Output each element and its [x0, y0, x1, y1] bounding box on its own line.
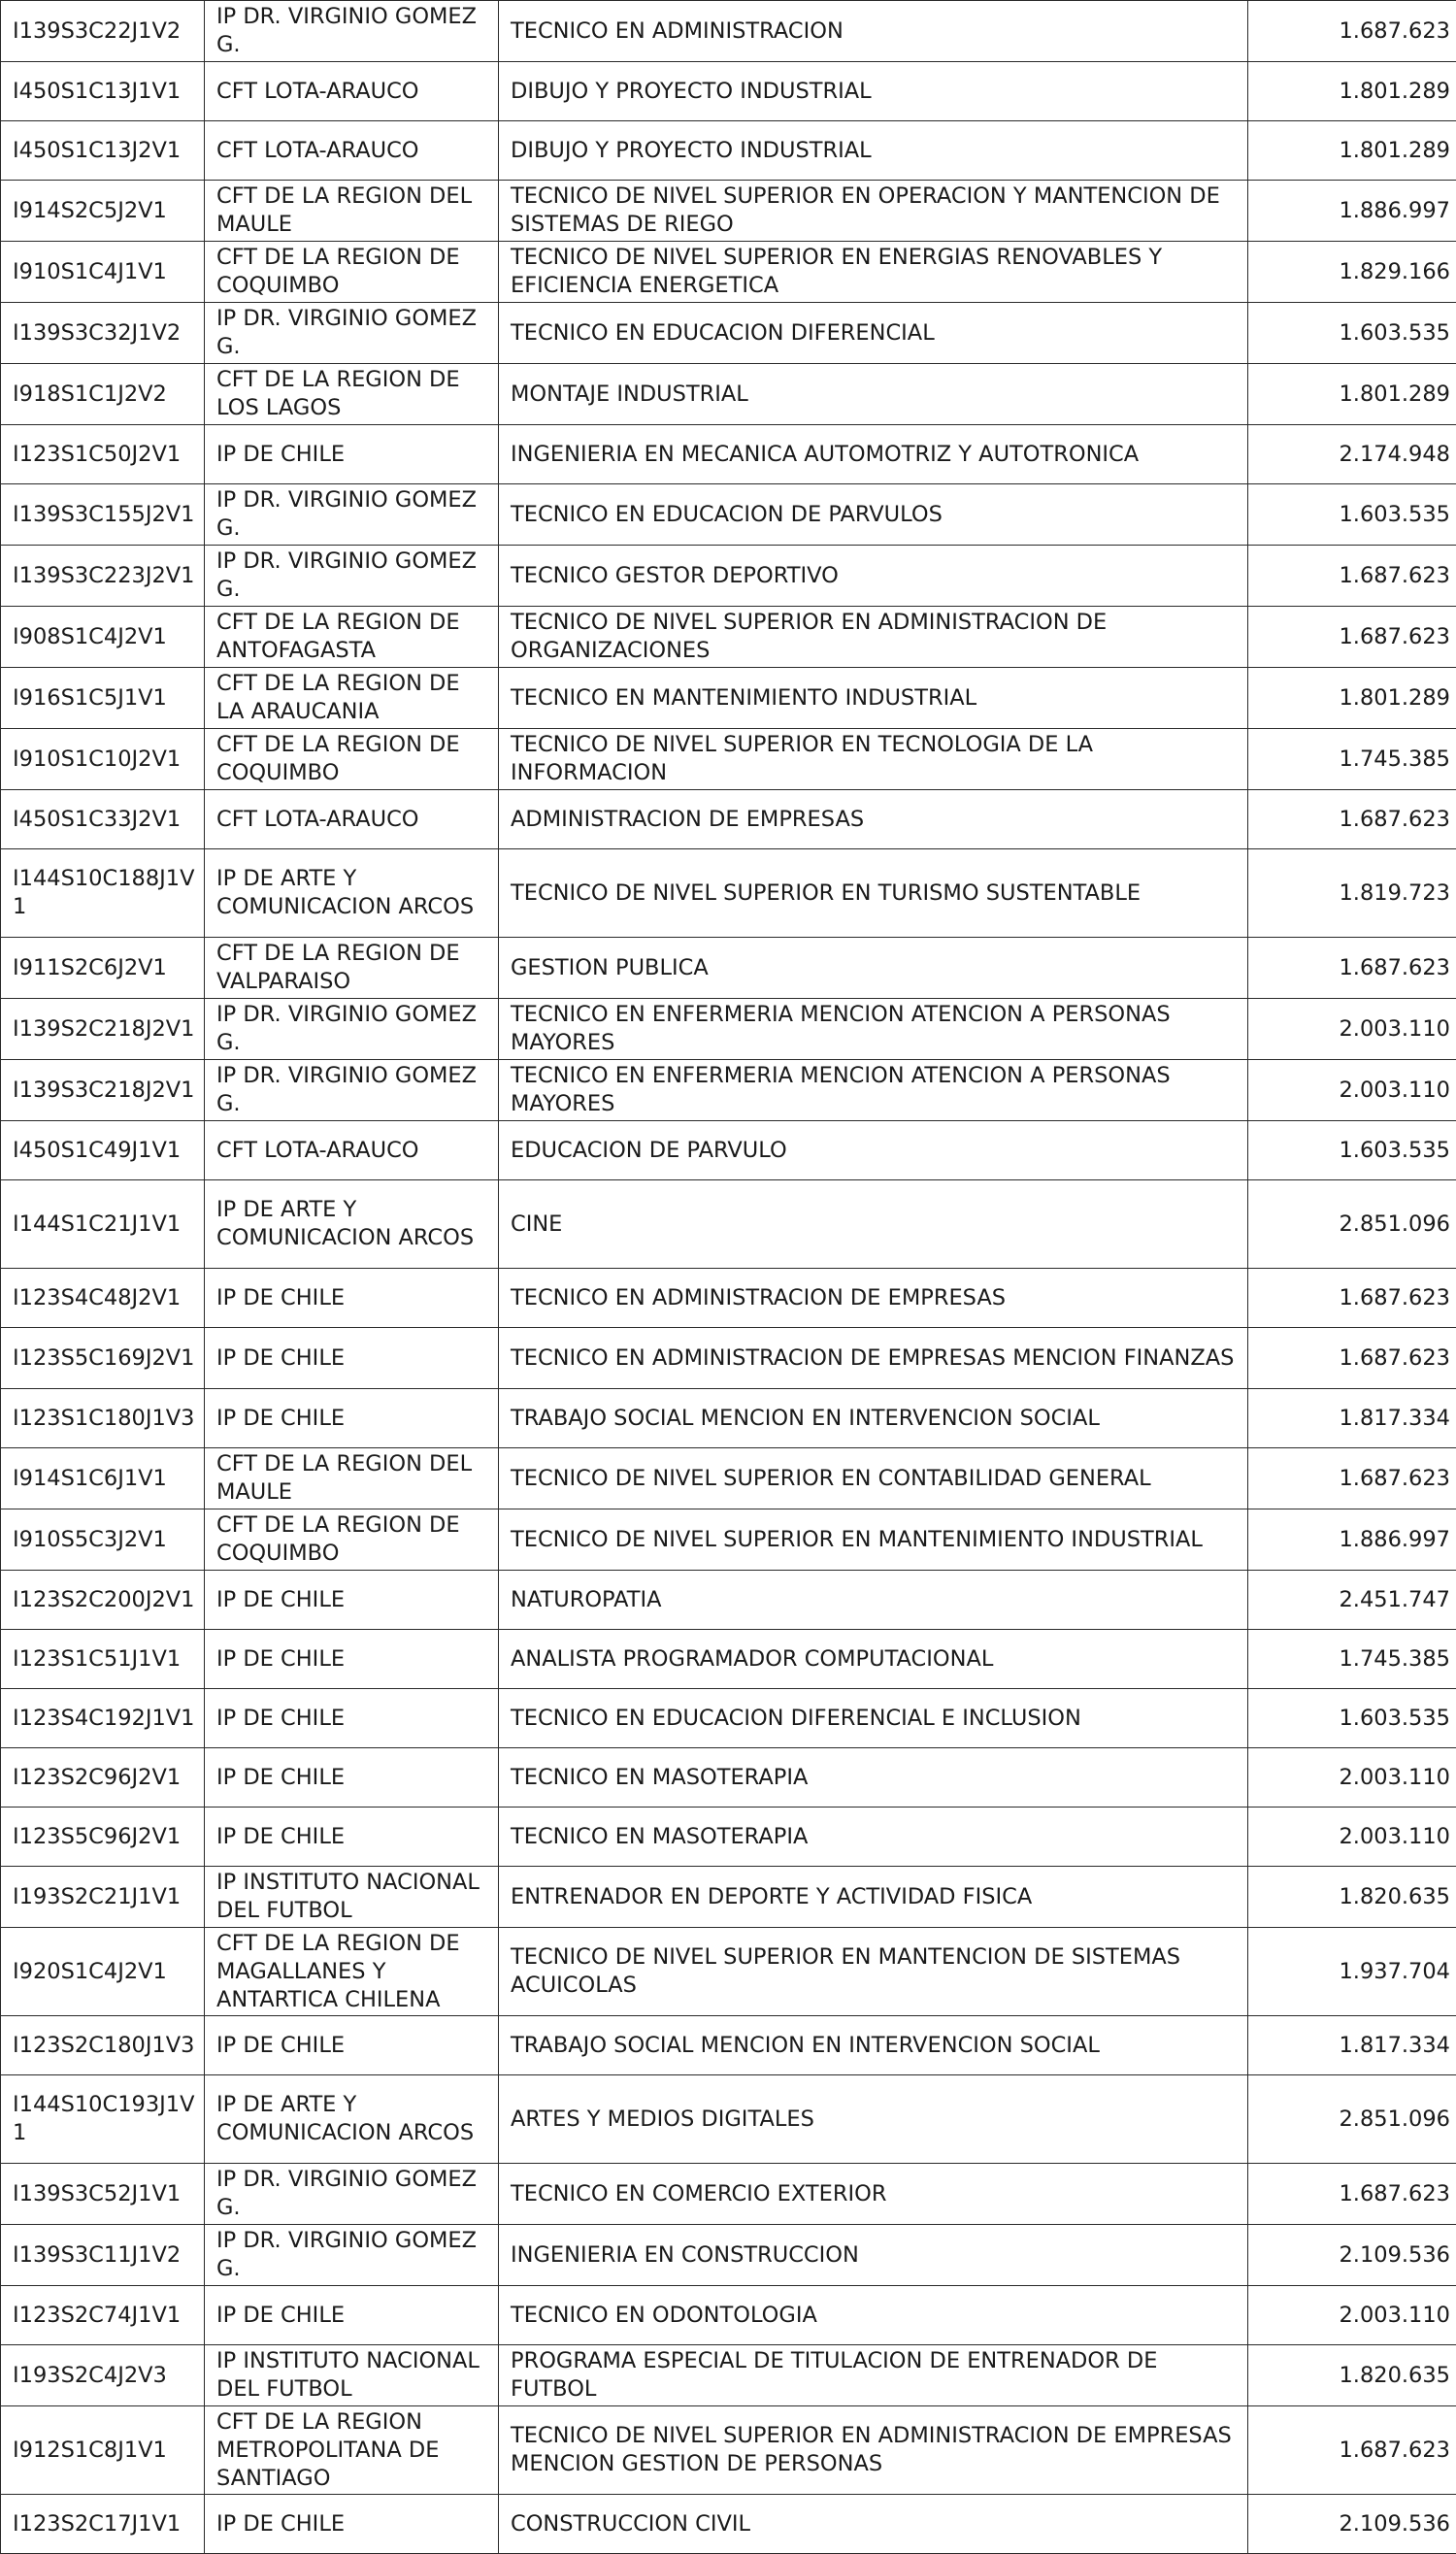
- institution-cell: IP DR. VIRGINIO GOMEZ G.: [205, 999, 499, 1060]
- amount-cell: 1.687.623: [1248, 2406, 1456, 2495]
- table-row: [1, 2406, 1456, 2495]
- program-code-cell: I450S1C13J1V1: [1, 62, 205, 121]
- table-row: [1, 1630, 1456, 1689]
- table-row: [1, 999, 1456, 1060]
- institution-cell: CFT LOTA-ARAUCO: [205, 1121, 499, 1180]
- program-name-cell: TECNICO DE NIVEL SUPERIOR EN MANTENIMIENTO INDUSTRIAL: [499, 1509, 1248, 1571]
- table-row: [1, 1, 1456, 62]
- program-name-cell: TECNICO EN COMERCIO EXTERIOR: [499, 2164, 1248, 2225]
- program-name-cell: TECNICO EN ENFERMERIA MENCION ATENCION A PERSONAS MAYORES: [499, 999, 1248, 1060]
- institution-cell: IP DE CHILE: [205, 2286, 499, 2345]
- amount-cell: 1.687.623: [1248, 1, 1456, 62]
- table-row: [1, 607, 1456, 668]
- institution-cell: CFT DE LA REGION DE COQUIMBO: [205, 729, 499, 790]
- institution-cell: IP DE CHILE: [205, 2495, 499, 2554]
- program-name-cell: TECNICO DE NIVEL SUPERIOR EN TURISMO SUSTENTABLE: [499, 849, 1248, 938]
- program-name-cell: TECNICO EN ODONTOLOGIA: [499, 2286, 1248, 2345]
- institution-cell: IP DE CHILE: [205, 1269, 499, 1328]
- table-row: [1, 1269, 1456, 1328]
- institution-cell: IP DE CHILE: [205, 1689, 499, 1748]
- program-name-cell: TECNICO EN ENFERMERIA MENCION ATENCION A PERSONAS MAYORES: [499, 1060, 1248, 1121]
- amount-cell: 1.745.385: [1248, 1630, 1456, 1689]
- table-row: [1, 2495, 1456, 2554]
- program-name-cell: TECNICO EN MASOTERAPIA: [499, 1748, 1248, 1808]
- amount-cell: 1.687.623: [1248, 790, 1456, 849]
- table-row: [1, 425, 1456, 484]
- institution-cell: CFT DE LA REGION DEL MAULE: [205, 1448, 499, 1509]
- institution-cell: CFT DE LA REGION DE ANTOFAGASTA: [205, 607, 499, 668]
- table-row: [1, 242, 1456, 303]
- program-code-cell: I914S1C6J1V1: [1, 1448, 205, 1509]
- institution-cell: CFT DE LA REGION DE COQUIMBO: [205, 1509, 499, 1571]
- program-code-cell: I916S1C5J1V1: [1, 668, 205, 729]
- table-row: [1, 1180, 1456, 1269]
- institution-cell: IP DR. VIRGINIO GOMEZ G.: [205, 1060, 499, 1121]
- program-code-cell: I193S2C21J1V1: [1, 1867, 205, 1928]
- amount-cell: 1.687.623: [1248, 1269, 1456, 1328]
- program-code-cell: I139S2C218J2V1: [1, 999, 205, 1060]
- program-code-cell: I450S1C33J2V1: [1, 790, 205, 849]
- program-code-cell: I920S1C4J2V1: [1, 1928, 205, 2016]
- program-code-cell: I139S3C52J1V1: [1, 2164, 205, 2225]
- amount-cell: 1.817.334: [1248, 1389, 1456, 1448]
- program-code-cell: I139S3C155J2V1: [1, 484, 205, 546]
- program-code-cell: I123S1C180J1V3: [1, 1389, 205, 1448]
- table-row: [1, 1509, 1456, 1571]
- program-table-body: [1, 1, 1456, 2554]
- institution-cell: IP DR. VIRGINIO GOMEZ G.: [205, 303, 499, 364]
- program-name-cell: TECNICO GESTOR DEPORTIVO: [499, 546, 1248, 607]
- institution-cell: IP DE CHILE: [205, 1328, 499, 1389]
- institution-cell: IP DE CHILE: [205, 1389, 499, 1448]
- program-code-cell: I123S5C169J2V1: [1, 1328, 205, 1389]
- program-code-cell: I450S1C49J1V1: [1, 1121, 205, 1180]
- table-row: [1, 1748, 1456, 1808]
- table-row: [1, 790, 1456, 849]
- amount-cell: 1.603.535: [1248, 1121, 1456, 1180]
- program-name-cell: TECNICO DE NIVEL SUPERIOR EN CONTABILIDAD GENERAL: [499, 1448, 1248, 1509]
- table-row: [1, 62, 1456, 121]
- institution-cell: IP DR. VIRGINIO GOMEZ G.: [205, 546, 499, 607]
- amount-cell: 2.003.110: [1248, 1748, 1456, 1808]
- table-row: [1, 2075, 1456, 2164]
- program-code-cell: I910S5C3J2V1: [1, 1509, 205, 1571]
- program-code-cell: I911S2C6J2V1: [1, 938, 205, 999]
- program-name-cell: TECNICO EN EDUCACION DIFERENCIAL E INCLUSION: [499, 1689, 1248, 1748]
- institution-cell: IP DE CHILE: [205, 425, 499, 484]
- program-code-cell: I123S2C180J1V3: [1, 2016, 205, 2075]
- table-row: [1, 2164, 1456, 2225]
- amount-cell: 1.687.623: [1248, 1328, 1456, 1389]
- amount-cell: 1.819.723: [1248, 849, 1456, 938]
- program-name-cell: TECNICO EN ADMINISTRACION: [499, 1, 1248, 62]
- table-row: [1, 546, 1456, 607]
- table-row: [1, 2225, 1456, 2286]
- program-name-cell: TECNICO DE NIVEL SUPERIOR EN TECNOLOGIA DE LA INFORMACION: [499, 729, 1248, 790]
- program-code-cell: I123S2C17J1V1: [1, 2495, 205, 2554]
- institution-cell: CFT LOTA-ARAUCO: [205, 121, 499, 181]
- amount-cell: 2.003.110: [1248, 2286, 1456, 2345]
- amount-cell: 1.603.535: [1248, 1689, 1456, 1748]
- amount-cell: 1.603.535: [1248, 484, 1456, 546]
- amount-cell: 1.801.289: [1248, 121, 1456, 181]
- table-row: [1, 849, 1456, 938]
- program-name-cell: GESTION PUBLICA: [499, 938, 1248, 999]
- amount-cell: 1.687.623: [1248, 607, 1456, 668]
- amount-cell: 1.820.635: [1248, 1867, 1456, 1928]
- table-row: [1, 938, 1456, 999]
- amount-cell: 2.003.110: [1248, 1808, 1456, 1867]
- table-row: [1, 484, 1456, 546]
- program-name-cell: TECNICO EN ADMINISTRACION DE EMPRESAS MENCION FINANZAS: [499, 1328, 1248, 1389]
- amount-cell: 1.817.334: [1248, 2016, 1456, 2075]
- institution-cell: CFT DE LA REGION DE COQUIMBO: [205, 242, 499, 303]
- amount-cell: 1.603.535: [1248, 303, 1456, 364]
- program-name-cell: ARTES Y MEDIOS DIGITALES: [499, 2075, 1248, 2164]
- program-code-cell: I144S10C193J1V1: [1, 2075, 205, 2164]
- institution-cell: IP DR. VIRGINIO GOMEZ G.: [205, 2225, 499, 2286]
- program-name-cell: DIBUJO Y PROYECTO INDUSTRIAL: [499, 62, 1248, 121]
- table-row: [1, 668, 1456, 729]
- institution-cell: IP DR. VIRGINIO GOMEZ G.: [205, 484, 499, 546]
- table-row: [1, 303, 1456, 364]
- program-name-cell: EDUCACION DE PARVULO: [499, 1121, 1248, 1180]
- program-code-cell: I123S1C50J2V1: [1, 425, 205, 484]
- program-code-cell: I914S2C5J2V1: [1, 181, 205, 242]
- amount-cell: 1.801.289: [1248, 668, 1456, 729]
- institution-cell: CFT LOTA-ARAUCO: [205, 62, 499, 121]
- program-code-cell: I139S3C218J2V1: [1, 1060, 205, 1121]
- amount-cell: 2.003.110: [1248, 999, 1456, 1060]
- program-name-cell: TRABAJO SOCIAL MENCION EN INTERVENCION SOCIAL: [499, 1389, 1248, 1448]
- program-name-cell: DIBUJO Y PROYECTO INDUSTRIAL: [499, 121, 1248, 181]
- institution-cell: CFT DE LA REGION METROPOLITANA DE SANTIAGO: [205, 2406, 499, 2495]
- program-name-cell: TRABAJO SOCIAL MENCION EN INTERVENCION SOCIAL: [499, 2016, 1248, 2075]
- program-name-cell: CONSTRUCCION CIVIL: [499, 2495, 1248, 2554]
- amount-cell: 1.886.997: [1248, 181, 1456, 242]
- program-code-cell: I908S1C4J2V1: [1, 607, 205, 668]
- institution-cell: IP DE ARTE Y COMUNICACION ARCOS: [205, 2075, 499, 2164]
- amount-cell: 1.801.289: [1248, 364, 1456, 425]
- program-name-cell: TECNICO DE NIVEL SUPERIOR EN OPERACION Y MANTENCION DE SISTEMAS DE RIEGO: [499, 181, 1248, 242]
- institution-cell: CFT DE LA REGION DEL MAULE: [205, 181, 499, 242]
- institution-cell: IP DE CHILE: [205, 1808, 499, 1867]
- table-row: [1, 1121, 1456, 1180]
- table-row: [1, 1448, 1456, 1509]
- table-row: [1, 1389, 1456, 1448]
- amount-cell: 1.801.289: [1248, 62, 1456, 121]
- program-code-cell: I123S2C96J2V1: [1, 1748, 205, 1808]
- table-row: [1, 181, 1456, 242]
- institution-cell: IP DE ARTE Y COMUNICACION ARCOS: [205, 849, 499, 938]
- program-code-cell: I912S1C8J1V1: [1, 2406, 205, 2495]
- amount-cell: 1.687.623: [1248, 2164, 1456, 2225]
- table-row: [1, 1867, 1456, 1928]
- table-row: [1, 1328, 1456, 1389]
- table-row: [1, 1928, 1456, 2016]
- amount-cell: 2.109.536: [1248, 2225, 1456, 2286]
- program-name-cell: ENTRENADOR EN DEPORTE Y ACTIVIDAD FISICA: [499, 1867, 1248, 1928]
- program-code-cell: I123S1C51J1V1: [1, 1630, 205, 1689]
- amount-cell: 2.109.536: [1248, 2495, 1456, 2554]
- program-name-cell: NATUROPATIA: [499, 1571, 1248, 1630]
- institution-cell: CFT DE LA REGION DE VALPARAISO: [205, 938, 499, 999]
- institution-cell: CFT DE LA REGION DE MAGALLANES Y ANTARTICA CHILENA: [205, 1928, 499, 2016]
- program-name-cell: ANALISTA PROGRAMADOR COMPUTACIONAL: [499, 1630, 1248, 1689]
- amount-cell: 1.820.635: [1248, 2345, 1456, 2406]
- program-code-cell: I918S1C1J2V2: [1, 364, 205, 425]
- amount-cell: 1.687.623: [1248, 1448, 1456, 1509]
- institution-cell: IP INSTITUTO NACIONAL DEL FUTBOL: [205, 1867, 499, 1928]
- program-name-cell: TECNICO EN MANTENIMIENTO INDUSTRIAL: [499, 668, 1248, 729]
- table-row: [1, 2345, 1456, 2406]
- amount-cell: 1.937.704: [1248, 1928, 1456, 2016]
- program-code-cell: I144S1C21J1V1: [1, 1180, 205, 1269]
- table-row: [1, 2286, 1456, 2345]
- program-code-cell: I123S4C192J1V1: [1, 1689, 205, 1748]
- amount-cell: 1.687.623: [1248, 938, 1456, 999]
- institution-cell: IP DE CHILE: [205, 1571, 499, 1630]
- institution-cell: CFT DE LA REGION DE LA ARAUCANIA: [205, 668, 499, 729]
- table-row: [1, 364, 1456, 425]
- institution-cell: IP DR. VIRGINIO GOMEZ G.: [205, 2164, 499, 2225]
- program-name-cell: PROGRAMA ESPECIAL DE TITULACION DE ENTRENADOR DE FUTBOL: [499, 2345, 1248, 2406]
- program-name-cell: TECNICO EN EDUCACION DE PARVULOS: [499, 484, 1248, 546]
- amount-cell: 1.829.166: [1248, 242, 1456, 303]
- institution-cell: IP DR. VIRGINIO GOMEZ G.: [205, 1, 499, 62]
- amount-cell: 1.687.623: [1248, 546, 1456, 607]
- program-code-cell: I139S3C32J1V2: [1, 303, 205, 364]
- institution-cell: IP INSTITUTO NACIONAL DEL FUTBOL: [205, 2345, 499, 2406]
- amount-cell: 1.745.385: [1248, 729, 1456, 790]
- program-name-cell: ADMINISTRACION DE EMPRESAS: [499, 790, 1248, 849]
- table-row: [1, 2016, 1456, 2075]
- institution-cell: CFT LOTA-ARAUCO: [205, 790, 499, 849]
- program-code-cell: I144S10C188J1V1: [1, 849, 205, 938]
- amount-cell: 2.451.747: [1248, 1571, 1456, 1630]
- program-code-cell: I910S1C4J1V1: [1, 242, 205, 303]
- amount-cell: 2.851.096: [1248, 2075, 1456, 2164]
- program-name-cell: TECNICO DE NIVEL SUPERIOR EN ADMINISTRACION DE ORGANIZACIONES: [499, 607, 1248, 668]
- program-code-cell: I139S3C11J1V2: [1, 2225, 205, 2286]
- program-name-cell: MONTAJE INDUSTRIAL: [499, 364, 1248, 425]
- amount-cell: 2.174.948: [1248, 425, 1456, 484]
- program-code-cell: I139S3C22J1V2: [1, 1, 205, 62]
- program-code-cell: I123S2C74J1V1: [1, 2286, 205, 2345]
- table-row: [1, 729, 1456, 790]
- table-row: [1, 1808, 1456, 1867]
- institution-cell: IP DE ARTE Y COMUNICACION ARCOS: [205, 1180, 499, 1269]
- program-code-cell: I123S5C96J2V1: [1, 1808, 205, 1867]
- table-row: [1, 1060, 1456, 1121]
- table-row: [1, 121, 1456, 181]
- amount-cell: 2.003.110: [1248, 1060, 1456, 1121]
- program-name-cell: TECNICO DE NIVEL SUPERIOR EN ADMINISTRACION DE EMPRESAS MENCION GESTION DE PERSONAS: [499, 2406, 1248, 2495]
- program-name-cell: TECNICO EN MASOTERAPIA: [499, 1808, 1248, 1867]
- program-name-cell: TECNICO DE NIVEL SUPERIOR EN ENERGIAS RENOVABLES Y EFICIENCIA ENERGETICA: [499, 242, 1248, 303]
- institution-cell: IP DE CHILE: [205, 1748, 499, 1808]
- program-name-cell: TECNICO EN ADMINISTRACION DE EMPRESAS: [499, 1269, 1248, 1328]
- program-name-cell: TECNICO DE NIVEL SUPERIOR EN MANTENCION DE SISTEMAS ACUICOLAS: [499, 1928, 1248, 2016]
- amount-cell: 1.886.997: [1248, 1509, 1456, 1571]
- table-row: [1, 1571, 1456, 1630]
- program-name-cell: CINE: [499, 1180, 1248, 1269]
- table-row: [1, 1689, 1456, 1748]
- program-code-cell: I123S2C200J2V1: [1, 1571, 205, 1630]
- program-code-cell: I193S2C4J2V3: [1, 2345, 205, 2406]
- program-code-cell: I123S4C48J2V1: [1, 1269, 205, 1328]
- program-code-cell: I910S1C10J2V1: [1, 729, 205, 790]
- program-name-cell: INGENIERIA EN MECANICA AUTOMOTRIZ Y AUTOTRONICA: [499, 425, 1248, 484]
- amount-cell: 2.851.096: [1248, 1180, 1456, 1269]
- institution-cell: CFT DE LA REGION DE LOS LAGOS: [205, 364, 499, 425]
- program-code-cell: I450S1C13J2V1: [1, 121, 205, 181]
- program-code-cell: I139S3C223J2V1: [1, 546, 205, 607]
- institution-cell: IP DE CHILE: [205, 2016, 499, 2075]
- program-name-cell: TECNICO EN EDUCACION DIFERENCIAL: [499, 303, 1248, 364]
- institution-cell: IP DE CHILE: [205, 1630, 499, 1689]
- program-name-cell: INGENIERIA EN CONSTRUCCION: [499, 2225, 1248, 2286]
